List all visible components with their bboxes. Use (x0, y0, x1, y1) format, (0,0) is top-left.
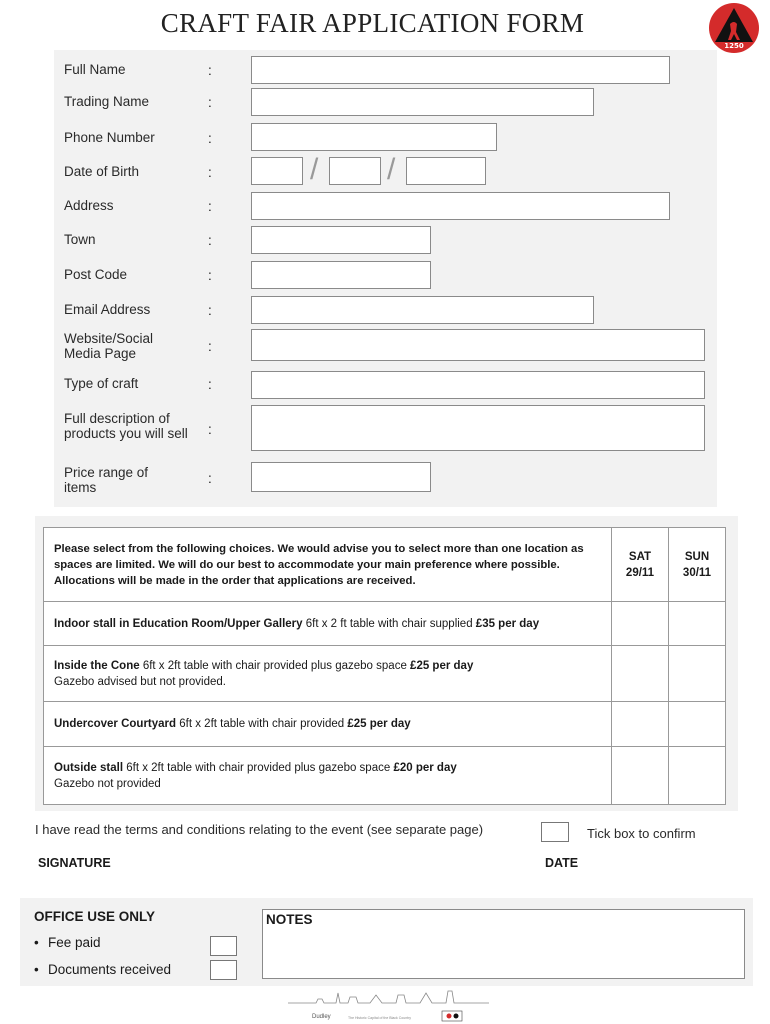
colon: : (208, 165, 212, 180)
sun-date: 30/11 (682, 566, 712, 579)
option-name: Indoor stall in Education Room/Upper Gallery (54, 617, 303, 630)
sun-checkbox-indoor[interactable] (669, 602, 726, 646)
office-item-documents (34, 962, 171, 977)
option-price: £25 per day (347, 718, 411, 730)
table-row (44, 702, 726, 747)
table-header-row (44, 528, 726, 602)
bullet: • (34, 962, 39, 977)
colon: : (208, 131, 212, 146)
colon: : (208, 471, 212, 486)
sun-checkbox-outside[interactable] (669, 747, 726, 805)
table-row (44, 646, 726, 702)
footer-tagline: The Historic Capital of the Black Country (348, 1016, 412, 1020)
colon: : (208, 377, 212, 392)
sat-checkbox-outside[interactable] (612, 747, 669, 805)
option-outside-stall (44, 747, 612, 805)
terms-confirm-checkbox[interactable] (541, 822, 569, 842)
option-name: Inside the Cone (54, 659, 140, 672)
trading-name-input[interactable] (251, 88, 594, 116)
address-label: Address (64, 198, 114, 213)
dob-separator: / (310, 153, 319, 186)
colon: : (208, 303, 212, 318)
dob-month-input[interactable] (329, 157, 381, 185)
dob-year-input[interactable] (406, 157, 486, 185)
website-social-input[interactable] (251, 329, 705, 361)
sat-day: SAT (628, 550, 652, 563)
fee-paid-checkbox[interactable] (210, 936, 237, 956)
option-note: Gazebo advised but not provided. (54, 675, 226, 688)
type-of-craft-label: Type of craft (64, 376, 139, 391)
option-desc: 6ft x 2ft table with chair provided plus gazebo space (123, 761, 394, 774)
date-label: DATE (545, 856, 579, 870)
colon: : (208, 422, 212, 437)
price-range-input[interactable] (251, 462, 431, 492)
documents-received-label: Documents received (48, 962, 172, 977)
dob-day-input[interactable] (251, 157, 303, 185)
full-name-input[interactable] (251, 56, 670, 84)
date-of-birth-label: Date of Birth (64, 164, 140, 179)
website-social-label: Website/Social Media Page (64, 331, 154, 361)
sat-date: 29/11 (625, 566, 655, 579)
option-desc: 6ft x 2ft table with chair provided plus gazebo space (139, 659, 411, 672)
colon: : (208, 199, 212, 214)
sun-checkbox-cone[interactable] (669, 646, 726, 702)
phone-number-label: Phone Number (64, 130, 155, 145)
notes-box[interactable] (262, 909, 745, 979)
email-address-label: Email Address (64, 302, 151, 317)
colon: : (208, 268, 212, 283)
documents-received-checkbox[interactable] (210, 960, 237, 980)
dob-separator: / (387, 153, 396, 186)
price-range-label: Price range of items (64, 465, 149, 495)
colon: : (208, 339, 212, 354)
option-price: £25 per day (410, 659, 474, 672)
trading-name-label: Trading Name (64, 94, 150, 109)
footer-brand: Dudley (312, 1014, 331, 1020)
terms-statement: I have read the terms and conditions relating to the event (see separate page) (35, 822, 484, 837)
tick-box-label: Tick box to confirm (587, 826, 696, 841)
option-desc: 6ft x 2 ft table with chair supplied (302, 617, 476, 630)
option-undercover-courtyard (44, 702, 612, 747)
logo-text: 1250 (724, 42, 744, 50)
full-name-label: Full Name (64, 62, 126, 77)
organisation-logo (708, 2, 760, 54)
fee-paid-label: Fee paid (48, 935, 101, 950)
sun-day: SUN (684, 550, 710, 563)
table-row (44, 602, 726, 646)
applicant-details-panel (54, 50, 717, 507)
town-label: Town (64, 232, 96, 247)
sun-checkbox-courtyard[interactable] (669, 702, 726, 747)
office-use-title: OFFICE USE ONLY (34, 909, 156, 924)
colon: : (208, 95, 212, 110)
post-code-input[interactable] (251, 261, 431, 289)
option-price: £20 per day (393, 761, 457, 774)
sat-checkbox-indoor[interactable] (612, 602, 669, 646)
type-of-craft-input[interactable] (251, 371, 705, 399)
post-code-label: Post Code (64, 267, 128, 282)
option-name: Outside stall (54, 761, 124, 774)
sat-checkbox-cone[interactable] (612, 646, 669, 702)
option-desc: 6ft x 2ft table with chair provided (176, 718, 348, 730)
phone-number-input[interactable] (251, 123, 497, 151)
notes-label: NOTES (266, 912, 313, 927)
sat-header (612, 528, 669, 602)
option-inside-cone (44, 646, 612, 702)
colon: : (208, 233, 212, 248)
bullet: • (34, 935, 39, 950)
option-price: £35 per day (475, 617, 540, 630)
colon: : (208, 63, 212, 78)
page-title: CRAFT FAIR APPLICATION FORM (160, 8, 585, 38)
option-note: Gazebo not provided (54, 777, 161, 790)
option-indoor-stall (44, 602, 612, 646)
sun-header (669, 528, 726, 602)
product-description-input[interactable] (251, 405, 705, 451)
office-use-panel (20, 898, 753, 986)
option-name: Undercover Courtyard (54, 718, 177, 730)
product-description-label: Full description of products you will sell (64, 411, 188, 441)
stall-choices-panel (35, 516, 738, 811)
office-item-fee-paid (34, 935, 101, 950)
signature-label: SIGNATURE (38, 856, 111, 870)
town-input[interactable] (251, 226, 431, 254)
stall-choices-table (43, 527, 726, 805)
sat-checkbox-courtyard[interactable] (612, 702, 669, 747)
address-input[interactable] (251, 192, 670, 220)
email-address-input[interactable] (251, 296, 594, 324)
choices-intro: Please select from the following choices. We would advise you to select more than one location as spaces are limited. We will do our best to accommodate your main preference where possible. Allocations will be made in the order that applications are received. (44, 528, 612, 602)
table-row (44, 747, 726, 805)
